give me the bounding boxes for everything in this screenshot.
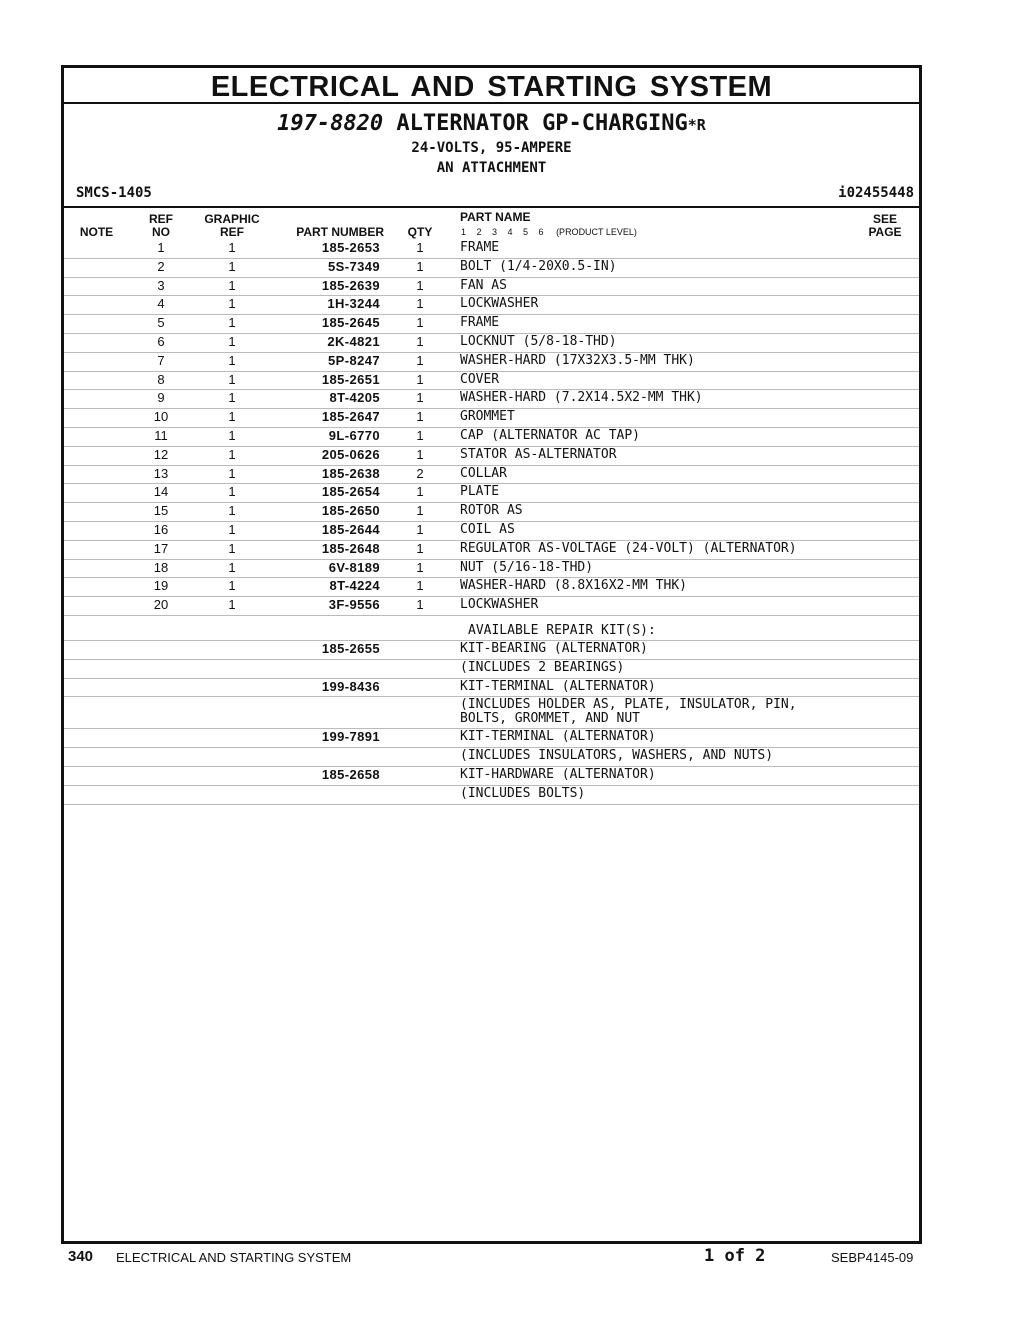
quantity: 1 xyxy=(416,503,424,519)
page-title: ELECTRICAL AND STARTING SYSTEM xyxy=(64,68,919,104)
ref-number: 12 xyxy=(153,446,169,462)
quantity: 1 xyxy=(416,597,424,613)
footer-page-number: 340 xyxy=(68,1248,94,1265)
ref-number: 20 xyxy=(153,597,169,613)
graphic-ref: 1 xyxy=(228,258,236,274)
change-marker: *R xyxy=(687,116,706,134)
ref-number: 18 xyxy=(153,559,169,575)
graphic-ref: 1 xyxy=(228,503,236,519)
kit-name: KIT-TERMINAL (ALTERNATOR) xyxy=(460,678,656,694)
table-row xyxy=(64,390,919,409)
col-see-top: SEE xyxy=(872,212,897,226)
group-part-number: 197-8820 xyxy=(277,111,384,136)
group-name: ALTERNATOR GP-CHARGING xyxy=(383,111,688,136)
quantity: 1 xyxy=(416,315,424,331)
kit-row xyxy=(64,729,919,748)
quantity: 1 xyxy=(416,540,424,556)
table-row xyxy=(64,428,919,447)
table-row xyxy=(64,315,919,334)
part-name: PLATE xyxy=(460,484,500,500)
footer-section: ELECTRICAL AND STARTING SYSTEM xyxy=(116,1250,352,1265)
ref-number: 19 xyxy=(153,578,169,594)
ref-number: 5 xyxy=(157,315,165,331)
part-name: LOCKNUT (5/8-18-THD) xyxy=(460,333,617,349)
part-name: COVER xyxy=(460,371,500,387)
col-part-number: PART NUMBER xyxy=(296,225,384,239)
part-name: FAN AS xyxy=(460,277,507,293)
ref-number: 17 xyxy=(153,540,169,556)
graphic-ref: 1 xyxy=(228,390,236,406)
part-name: CAP (ALTERNATOR AC TAP) xyxy=(460,427,641,443)
kit-part-number: 199-7891 xyxy=(321,729,380,745)
part-name: LOCKWASHER xyxy=(460,296,539,312)
ref-number: 7 xyxy=(157,352,165,368)
graphic-ref: 1 xyxy=(228,409,236,425)
part-number: 9L-6770 xyxy=(328,427,380,443)
col-part-name: PART NAME xyxy=(460,210,531,224)
quantity: 1 xyxy=(416,258,424,274)
product-level-label: (PRODUCT LEVEL) xyxy=(556,227,637,237)
ref-number: 11 xyxy=(154,427,168,443)
table-row xyxy=(64,503,919,522)
part-name: GROMMET xyxy=(460,409,515,425)
group-note: AN ATTACHMENT xyxy=(436,160,547,176)
ref-number: 14 xyxy=(153,484,169,500)
kit-row xyxy=(64,641,919,660)
graphic-ref: 1 xyxy=(228,371,236,387)
level-numbers: 1 2 3 4 5 6 xyxy=(461,227,544,237)
ref-number: 6 xyxy=(157,333,165,349)
product-levels xyxy=(461,227,637,237)
graphic-ref: 1 xyxy=(228,315,236,331)
quantity: 1 xyxy=(416,352,424,368)
graphic-ref: 1 xyxy=(228,578,236,594)
part-number: 185-2639 xyxy=(321,277,380,293)
footer-doc-id: SEBP4145-09 xyxy=(831,1250,914,1265)
table-row xyxy=(64,259,919,278)
part-name: FRAME xyxy=(460,315,500,331)
part-name: BOLT (1/4-20X0.5-IN) xyxy=(460,258,617,274)
col-qty: QTY xyxy=(407,225,433,239)
ref-number: 3 xyxy=(157,277,165,293)
table-row xyxy=(64,560,919,579)
info-reference: i02455448 xyxy=(838,185,914,201)
part-name: WASHER-HARD (17X32X3.5-MM THK) xyxy=(460,352,695,368)
graphic-ref: 1 xyxy=(228,540,236,556)
part-number: 5S-7349 xyxy=(328,258,380,274)
kits-heading-row xyxy=(64,616,919,641)
part-number: 185-2650 xyxy=(321,503,380,519)
ref-number: 10 xyxy=(153,409,169,425)
graphic-ref: 1 xyxy=(228,427,236,443)
graphic-ref: 1 xyxy=(228,296,236,312)
kit-name: (INCLUDES BOLTS) xyxy=(460,785,586,801)
table-row xyxy=(64,240,919,259)
kit-name: KIT-TERMINAL (ALTERNATOR) xyxy=(460,729,656,745)
part-name: WASHER-HARD (8.8X16X2-MM THK) xyxy=(460,578,687,594)
part-name: COLLAR xyxy=(460,465,507,481)
footer-page-of: 1 of 2 xyxy=(704,1246,766,1266)
part-number: 185-2653 xyxy=(321,240,380,255)
kit-name: (INCLUDES HOLDER AS, PLATE, INSULATOR, PIN, BOLTS, GROMMET, AND NUT xyxy=(460,697,797,727)
quantity: 1 xyxy=(416,240,424,255)
part-number: 185-2644 xyxy=(321,521,380,537)
smcs-code: SMCS-1405 xyxy=(76,185,152,201)
group-spec: 24-VOLTS, 95-AMPERE xyxy=(411,140,572,156)
kit-name: (INCLUDES INSULATORS, WASHERS, AND NUTS) xyxy=(460,748,774,764)
kit-row xyxy=(64,786,919,805)
part-number: 8T-4224 xyxy=(329,578,380,594)
col-ref-bottom: NO xyxy=(152,225,170,239)
col-graphic-top: GRAPHIC xyxy=(204,212,260,226)
part-number: 185-2648 xyxy=(321,540,380,556)
page-frame xyxy=(61,65,922,1244)
ref-number: 15 xyxy=(153,503,169,519)
quantity: 1 xyxy=(416,390,424,406)
graphic-ref: 1 xyxy=(228,484,236,500)
quantity: 1 xyxy=(416,484,424,500)
table-row xyxy=(64,466,919,485)
part-number: 185-2647 xyxy=(321,409,380,425)
table-row xyxy=(64,296,919,315)
table-row xyxy=(64,372,919,391)
ref-number: 16 xyxy=(153,521,169,537)
header-divider xyxy=(64,206,919,208)
part-name: STATOR AS-ALTERNATOR xyxy=(460,446,617,462)
quantity: 2 xyxy=(416,465,424,481)
part-name: LOCKWASHER xyxy=(460,597,539,613)
quantity: 1 xyxy=(416,296,424,312)
graphic-ref: 1 xyxy=(228,521,236,537)
part-number: 185-2654 xyxy=(321,484,380,500)
part-number: 185-2651 xyxy=(321,371,380,387)
table-row xyxy=(64,597,919,616)
table-row xyxy=(64,578,919,597)
graphic-ref: 1 xyxy=(228,446,236,462)
quantity: 1 xyxy=(416,578,424,594)
kit-row xyxy=(64,697,919,729)
part-number: 3F-9556 xyxy=(328,597,380,613)
graphic-ref: 1 xyxy=(228,597,236,613)
part-name: FRAME xyxy=(460,240,500,255)
col-see-bottom: PAGE xyxy=(868,225,902,239)
kit-part-number: 185-2658 xyxy=(321,766,380,782)
table-row xyxy=(64,447,919,466)
kit-name: (INCLUDES 2 BEARINGS) xyxy=(460,659,625,675)
table-row xyxy=(64,522,919,541)
part-number: 185-2638 xyxy=(321,465,380,481)
quantity: 1 xyxy=(416,446,424,462)
graphic-ref: 1 xyxy=(228,465,236,481)
part-name: NUT (5/16-18-THD) xyxy=(460,559,594,575)
ref-number: 2 xyxy=(157,258,165,274)
part-number: 5P-8247 xyxy=(328,352,380,368)
quantity: 1 xyxy=(416,559,424,575)
part-number: 8T-4205 xyxy=(329,390,380,406)
part-number: 205-0626 xyxy=(321,446,380,462)
quantity: 1 xyxy=(416,409,424,425)
kit-name: KIT-HARDWARE (ALTERNATOR) xyxy=(460,766,656,782)
ref-number: 8 xyxy=(157,371,165,387)
table-row xyxy=(64,334,919,353)
col-graphic-bottom: REF xyxy=(220,225,244,239)
ref-number: 1 xyxy=(157,240,165,255)
ref-number: 13 xyxy=(153,465,169,481)
table-row xyxy=(64,278,919,297)
table-row xyxy=(64,484,919,503)
table-row xyxy=(64,409,919,428)
kit-row xyxy=(64,748,919,767)
kit-name: KIT-BEARING (ALTERNATOR) xyxy=(460,640,648,656)
table-row xyxy=(64,541,919,560)
part-name: WASHER-HARD (7.2X14.5X2-MM THK) xyxy=(460,390,703,406)
graphic-ref: 1 xyxy=(228,277,236,293)
col-ref-top: REF xyxy=(149,212,173,226)
col-note: NOTE xyxy=(79,225,114,239)
graphic-ref: 1 xyxy=(228,333,236,349)
graphic-ref: 1 xyxy=(228,352,236,368)
quantity: 1 xyxy=(416,427,424,443)
quantity: 1 xyxy=(416,333,424,349)
kit-row xyxy=(64,679,919,698)
part-number: 1H-3244 xyxy=(327,296,380,312)
ref-number: 4 xyxy=(157,296,165,312)
quantity: 1 xyxy=(416,277,424,293)
kit-part-number: 185-2655 xyxy=(321,640,380,656)
table-row xyxy=(64,353,919,372)
parts-table xyxy=(64,240,919,805)
quantity: 1 xyxy=(416,371,424,387)
graphic-ref: 1 xyxy=(228,240,236,255)
part-number: 185-2645 xyxy=(321,315,380,331)
kit-row xyxy=(64,767,919,786)
quantity: 1 xyxy=(416,521,424,537)
part-number: 6V-8189 xyxy=(328,559,380,575)
part-number: 2K-4821 xyxy=(327,333,380,349)
kit-part-number: 199-8436 xyxy=(321,678,380,694)
kits-heading: AVAILABLE REPAIR KIT(S): xyxy=(468,622,656,638)
part-name: REGULATOR AS-VOLTAGE (24-VOLT) (ALTERNATOR) xyxy=(460,540,797,556)
group-title xyxy=(64,111,919,138)
part-name: COIL AS xyxy=(460,521,515,537)
graphic-ref: 1 xyxy=(228,559,236,575)
part-name: ROTOR AS xyxy=(460,503,523,519)
ref-number: 9 xyxy=(157,390,165,406)
kit-row xyxy=(64,660,919,679)
